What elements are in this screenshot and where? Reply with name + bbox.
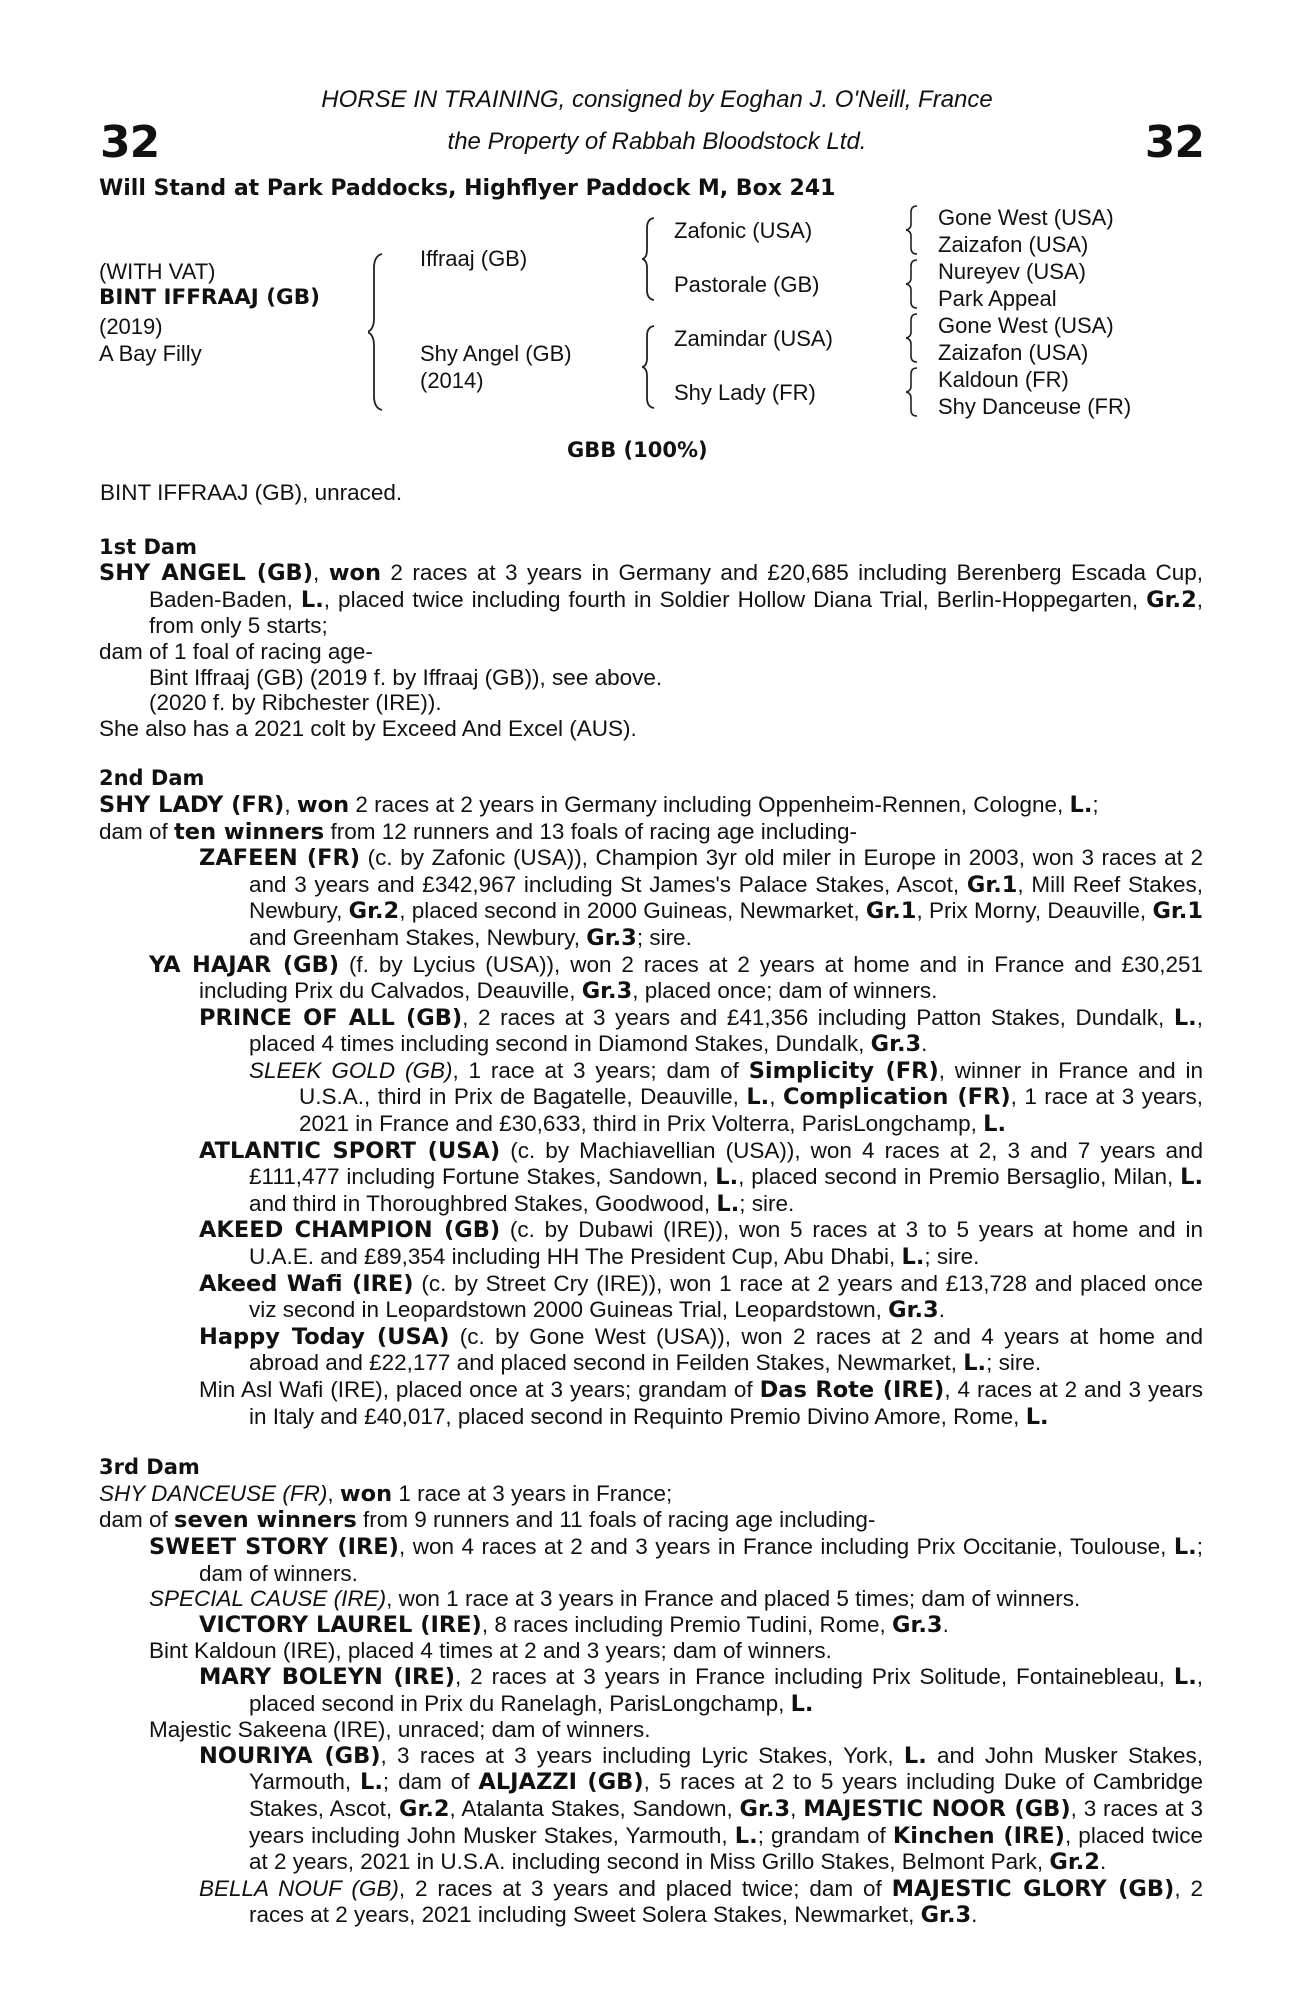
brace-g3-4 [906,366,920,418]
intro-line: BINT IFFRAAJ (GB), unraced. [100,480,403,505]
akeed-champion-entry: AKEED CHAMPION (GB) (c. by Dubawi (IRE)), won 5 races at 3 to 5 years at home and in U.A.E. and £89,354 including HH The President Cup, Abu Dhabi, L.; sire. [199,1217,1203,1271]
special-cause-entry: SPECIAL CAUSE (IRE), won 1 race at 3 years in France and placed 5 times; dam of winners. [149,1586,1081,1612]
ya-hajar-entry: YA HAJAR (GB) (f. by Lycius (USA)), won 2 races at 2 years at home and in France and £30,251 including Prix du Calvados, Deauville, Gr.3, placed once; dam of winners. [149,951,1203,1005]
third-dam-entry: SHY DANCEUSE (FR), won 1 race at 3 years in France; [99,1480,673,1507]
first-dam-heading: 1st Dam [99,534,197,559]
sire-dam-sire: Nureyev (USA) [938,259,1086,284]
sleek-gold-entry: SLEEK GOLD (GB), 1 race at 3 years; dam of Simplicity (FR), winner in France and in U.S.A., third in Prix de Bagatelle, Deauville, L., Complication (FR), 1 race at 3 years, 2021 in France and £30,633, third in Prix Volterra, ParisLongchamp, L. [249,1057,1203,1138]
dam-dam-sire: Kaldoun (FR) [938,367,1069,392]
prince-of-all-entry: PRINCE OF ALL (GB), 2 races at 3 years and £41,356 including Patton Stakes, Dundalk, L., placed 4 times including second in Diamond Stakes, Dundalk, Gr.3. [199,1004,1203,1058]
sire-sire: Zafonic (USA) [674,218,813,243]
dam: Shy Angel (GB) [420,341,572,366]
consignor-line: HORSE IN TRAINING, consigned by Eoghan J. O'Neill, France [321,86,993,113]
property-line: the Property of Rabbah Bloodstock Ltd. [447,128,867,155]
first-dam-entry: SHY ANGEL (GB), won 2 races at 3 years in Germany and £20,685 including Berenberg Escada Cup, Baden-Baden, L., placed twice including fourth in Soldier Hollow Diana Trial, Berlin-Hoppegarten, Gr.2, from only 5 starts; [99,560,1203,639]
victory-laurel-entry: VICTORY LAUREL (IRE), 8 races including Premio Tudini, Rome, Gr.3. [199,1611,949,1638]
sweet-story-entry: SWEET STORY (IRE), won 4 races at 2 and 3 years in France including Prix Occitanie, Toulouse, L.; dam of winners. [149,1533,1203,1586]
lot-number-left: 32 [100,117,160,168]
brace-g3-2 [906,258,920,310]
brace-dam [642,324,658,410]
brace-g3-3 [906,312,920,364]
nouriya-entry: NOURIYA (GB), 3 races at 3 years including Lyric Stakes, York, L. and John Musker Stakes, Yarmouth, L.; dam of ALJAZZI (GB), 5 races at 2 to 5 years including Duke of Cambridge Stakes, Ascot, Gr.2, Atalanta Stakes, Sandown, Gr.3, MAJESTIC NOOR (GB), 3 races at 3 years including John Musker Stakes, Yarmouth, L.; grandam of Kinchen (IRE), placed twice at 2 years, 2021 in U.S.A. including second in Miss Grillo Stakes, Belmont Park, Gr.2. [199,1742,1203,1876]
second-dam-summary: dam of ten winners from 12 runners and 13 foals of racing age including- [99,818,858,845]
bint-kaldoun-entry: Bint Kaldoun (IRE), placed 4 times at 2 and 3 years; dam of winners. [149,1638,832,1664]
dam-sire: Zamindar (USA) [674,326,833,351]
second-dam-name: SHY LADY (FR) [99,791,285,818]
dam-dam-dam: Shy Danceuse (FR) [938,394,1132,419]
atlantic-sport-entry: ATLANTIC SPORT (USA) (c. by Machiavellian (USA)), won 4 races at 2, 3 and 7 years and £111,477 including Fortune Stakes, Sandown, L., placed second in Premio Bersaglio, Milan, L. and third in Thoroughbred Stakes, Goodwood, L.; sire. [199,1137,1204,1217]
third-dam-name: SHY DANCEUSE (FR) [99,1480,328,1506]
brace-sire [642,216,658,302]
foal-2: (2020 f. by Ribchester (IRE)). [149,690,442,716]
second-dam-heading: 2nd Dam [99,766,205,791]
majestic-sakeena-entry: Majestic Sakeena (IRE), unraced; dam of winners. [149,1717,651,1743]
first-dam-name: SHY ANGEL (GB) [99,560,313,587]
happy-today-entry: Happy Today (USA) (c. by Gone West (USA)), won 2 races at 2 and 4 years at home and abroad and £22,177 and placed second in Feilden Stakes, Newmarket, L.; sire. [199,1323,1203,1377]
min-asl-wafi-entry: Min Asl Wafi (IRE), placed once at 3 years; grandam of Das Rote (IRE), 4 races at 2 and 3 years in Italy and £40,017, placed second in Requinto Premio Divino Amore, Rome, L. [199,1377,1203,1430]
third-dam-heading: 3rd Dam [99,1455,200,1480]
horse-name: BINT IFFRAAJ (GB) [99,285,320,310]
brace-gen1 [368,252,390,412]
sire-dam-dam: Park Appeal [938,286,1057,311]
stand-location: Will Stand at Park Paddocks, Highflyer Paddock M, Box 241 [99,176,836,201]
third-dam-summary: dam of seven winners from 9 runners and 11 foals of racing age including- [99,1507,876,1534]
foal-1: Bint Iffraaj (GB) (2019 f. by Iffraaj (GB)), see above. [149,664,663,690]
sire-dam: Pastorale (GB) [674,272,820,297]
horse-description: A Bay Filly [99,341,202,366]
sire: Iffraaj (GB) [420,246,528,271]
gbb-rating: GBB (100%) [567,438,708,462]
dam-year: (2014) [420,368,484,393]
akeed-wafi-entry: Akeed Wafi (IRE) (c. by Street Cry (IRE)), won 1 race at 2 years and £13,728 and placed once viz second in Leopardstown 2000 Guineas Trial, Leopardstown, Gr.3. [199,1270,1203,1324]
sire-sire-sire: Gone West (USA) [938,205,1114,230]
horse-year: (2019) [99,314,163,339]
won-label: won [328,560,381,587]
dam-dam: Shy Lady (FR) [674,380,816,405]
first-dam-foals: dam of 1 foal of racing age- [99,638,373,664]
second-dam-entry: SHY LADY (FR), won 2 races at 2 years in Germany including Oppenheim-Rennen, Cologne, L.; [99,791,1099,818]
brace-g3-1 [906,204,920,256]
mary-boleyn-entry: MARY BOLEYN (IRE), 2 races at 3 years in France including Prix Solitude, Fontainebleau, L., placed second in Prix du Ranelagh, ParisLongchamp, L. [199,1663,1204,1717]
sire-sire-dam: Zaizafon (USA) [938,232,1089,257]
vat-note: (WITH VAT) [99,259,216,284]
dam-sire-dam: Zaizafon (USA) [938,340,1089,365]
zafeen-entry: ZAFEEN (FR) (c. by Zafonic (USA)), Champion 3yr old miler in Europe in 2003, won 3 races at 2 and 3 years and £342,967 including St James's Palace Stakes, Ascot, Gr.1, Mill Reef Stakes, Newbury, Gr.2, placed second in 2000 Guineas, Newmarket, Gr.1, Prix Morny, Deauville, Gr.1 and Greenham Stakes, Newbury, Gr.3; sire. [199,845,1203,951]
dam-sire-sire: Gone West (USA) [938,313,1114,338]
colt-note: She also has a 2021 colt by Exceed And Excel (AUS). [99,715,637,741]
bella-nouf-entry: BELLA NOUF (GB), 2 races at 3 years and placed twice; dam of MAJESTIC GLORY (GB), 2 races at 2 years, 2021 including Sweet Solera Stakes, Newmarket, Gr.3. [199,1875,1203,1929]
lot-number-right: 32 [1144,117,1204,168]
catalogue-body [99,480,1203,1929]
